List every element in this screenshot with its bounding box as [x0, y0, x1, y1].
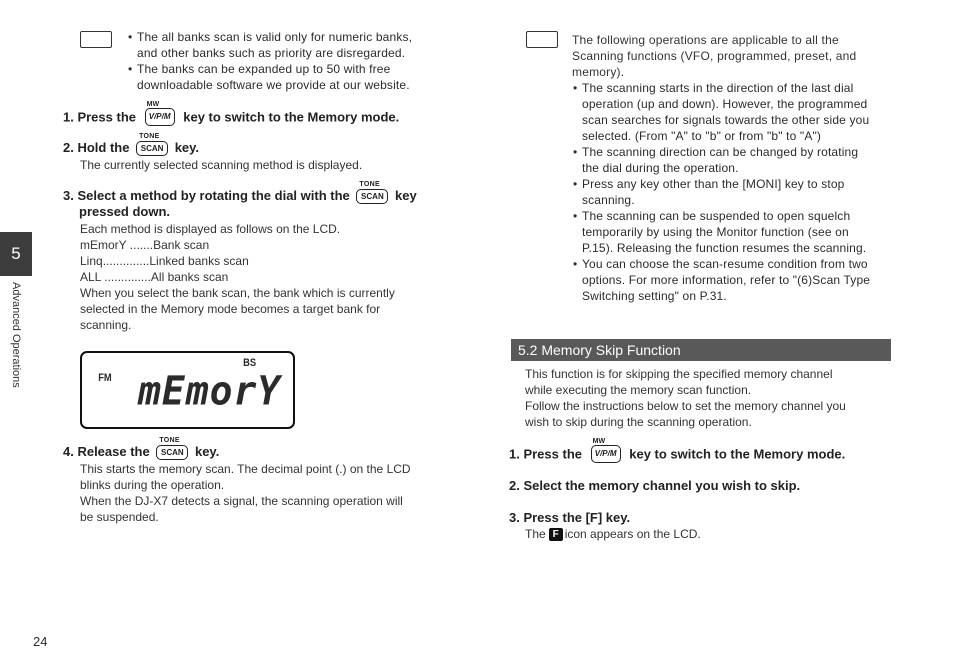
note-bullet: • The scanning starts in the direction of the last dial operation (up and down). However, the programmed scan searches for signals towards the other side you selected. (From "A" to "b" or from "b" to "A"): [573, 81, 870, 143]
lcd-display-illustration: [80, 351, 295, 429]
vpm-key-icon: MW V/P/M: [143, 108, 177, 128]
note-bullet: • The scanning direction can be changed by rotating the dial during the operation.: [573, 145, 859, 175]
note-icon: [526, 31, 558, 48]
step-4-description: This starts the memory scan. The decimal point (.) on the LCD blinks during the operation. When the DJ-X7 detects a signal, the scanning operation will be suspended.: [80, 462, 411, 524]
scan-key-icon: TONE SCAN: [356, 189, 388, 205]
note-bullet: • The all banks scan is valid only for numeric banks, and other banks such as priority are disregarded.: [128, 30, 413, 60]
note-icon: [80, 31, 112, 48]
skip-step-3-description: The F icon appears on the LCD.: [525, 527, 701, 541]
step-2-description: The currently selected scanning method is displayed.: [80, 158, 363, 172]
step-1-press-vpm: 1. Press the MW V/P/M key to switch to the Memory mode.: [63, 108, 399, 128]
page-number: 24: [33, 634, 48, 649]
scan-key-icon: TONE SCAN: [136, 141, 168, 157]
step-3-line-2: pressed down.: [79, 204, 171, 219]
skip-step-1-press-vpm: 1. Press the MW V/P/M key to switch to the Memory mode.: [509, 445, 845, 465]
lcd-fm-indicator: FM: [98, 372, 112, 384]
step-3-select-method: 3. Select a method by rotating the dial with the TONE SCAN key: [63, 180, 417, 203]
note-bullet: • The scanning can be suspended to open squelch temporarily by using the Monitor function (see on P.15). Releasing the function resumes the scanning.: [573, 209, 867, 255]
step-3-description: Each method is displayed as follows on the LCD. mEmorY .......Bank scan Linq..............Linked banks scan ALL ..............All banks scan When you select the bank scan, the bank which is currently selected in the Memory mode becomes a target bank for scanning.: [80, 222, 395, 332]
section-heading: 5.2 Memory Skip Function: [511, 339, 891, 361]
skip-step-2-select-channel: 2. Select the memory channel you wish to skip.: [509, 478, 801, 493]
note-bullet: • You can choose the scan-resume condition from two options. For more information, refer to "(6)Scan Type Switching setting" on P.31.: [573, 257, 871, 303]
chapter-tab: 5: [0, 232, 32, 276]
vpm-key-icon: MW V/P/M: [589, 445, 623, 465]
section-intro: This function is for skipping the specified memory channel while executing the memory scan function. Follow the instructions below to set the memory channel you wish to skip during the scanning operation.: [525, 367, 846, 429]
scan-key-icon: TONE SCAN: [156, 445, 188, 461]
lcd-segment-text: mEmorY: [138, 367, 282, 415]
lcd-bs-indicator: BS: [243, 357, 257, 369]
step-2-hold-scan: 2. Hold the TONE SCAN key.: [63, 132, 200, 155]
note-text: The following operations are applicable to all the Scanning functions (VFO, programmed, preset, and memory).: [572, 33, 857, 79]
step-4-release-scan: 4. Release the TONE SCAN key.: [63, 436, 220, 459]
note-bullet: • The banks can be expanded up to 50 with free downloadable software we provide at our website.: [128, 62, 410, 92]
skip-step-3-press-f: 3. Press the [F] key.: [509, 510, 631, 525]
note-bullet: • Press any key other than the [MONI] key to stop scanning.: [573, 177, 845, 207]
f-lcd-icon: F: [549, 528, 563, 541]
chapter-label-vertical: Advanced Operations: [10, 282, 22, 388]
